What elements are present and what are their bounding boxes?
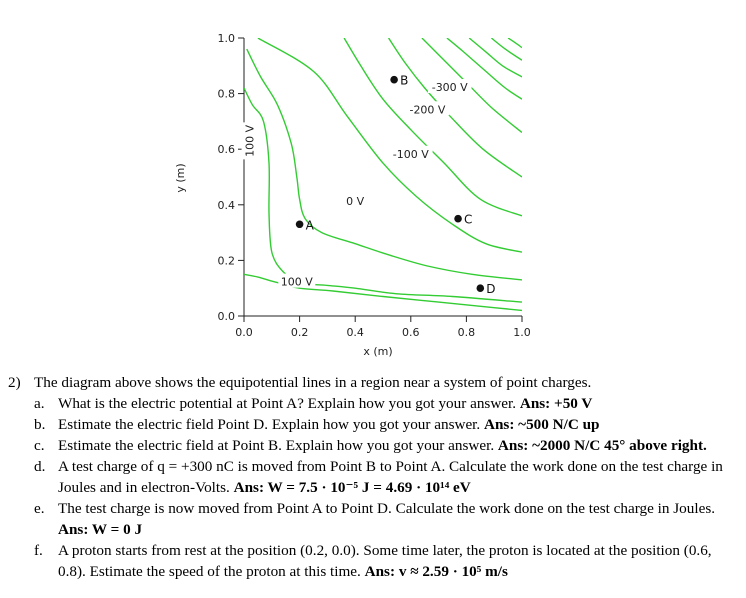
point-d-marker (477, 284, 485, 292)
item-answer: Ans: ~500 N/C up (484, 416, 600, 433)
equipotential-line (508, 38, 522, 48)
y-axis-label: y (m) (174, 163, 187, 193)
item-answer: Ans: +50 V (519, 395, 593, 412)
equipotential-line (258, 38, 522, 252)
equipotential-line (244, 88, 522, 302)
item-text: Estimate the electric field at Point B. Explain how you got your answer. (58, 437, 495, 454)
question-item-b (0, 414, 740, 435)
item-label: b. (34, 416, 46, 433)
item-answer: Ans: ~2000 N/C 45° above right. (497, 437, 707, 454)
item-label: c. (34, 437, 45, 454)
point-c-label: C (464, 212, 473, 227)
item-text: Estimate the electric field Point D. Explain how you got your answer. (58, 416, 481, 433)
item-label: a. (34, 395, 45, 412)
y-tick-label: 0.2 (217, 254, 235, 268)
x-tick-label: 0.0 (235, 326, 253, 339)
x-axis-label: x (m) (363, 345, 393, 358)
item-label: e. (34, 500, 45, 517)
question-item-a (0, 393, 740, 414)
y-tick-label: 0.6 (217, 143, 235, 157)
y-tick-label: 0.0 (217, 310, 235, 323)
contour-label (242, 122, 257, 159)
x-tick-label: 0.4 (346, 326, 364, 339)
contour-lines (244, 38, 522, 310)
point-b-marker (390, 76, 398, 84)
item-label: f. (34, 542, 43, 559)
item-text: What is the electric potential at Point A? Explain how you got your answer. (58, 395, 517, 412)
contour-labels (242, 79, 472, 289)
x-tick-label: 0.2 (290, 326, 309, 339)
y-tick-label: 1.0 (217, 32, 235, 45)
item-answer: Ans: W = 7.5 · 10⁻⁵ J = 4.69 · 10¹⁴ eV (233, 479, 471, 496)
equipotential-line (469, 38, 522, 77)
y-tick-label: 0.4 (217, 198, 235, 212)
point-a-marker (296, 220, 304, 228)
contour-label-text: 0 V (346, 195, 365, 209)
point-a-label: A (305, 218, 314, 233)
x-tick-label: 0.6 (402, 326, 420, 339)
x-tick-label: 0.8 (457, 326, 476, 339)
axis-ticks (218, 32, 531, 339)
question-intro-text: The diagram above shows the equipotential lines in a region near a system of point charges. (34, 374, 592, 391)
x-tick-label: 1.0 (513, 326, 531, 339)
equipotential-line (491, 38, 522, 60)
question-item-c (0, 435, 740, 456)
contour-label-text: -200 V (409, 103, 446, 117)
charge-points (296, 74, 496, 297)
question-number: 2) (8, 374, 21, 391)
equipotential-line (344, 38, 522, 216)
point-b-label: B (400, 73, 409, 88)
question-item-f (0, 540, 740, 582)
item-label: d. (34, 458, 46, 475)
contour-label-text: 100 V (280, 275, 313, 289)
item-answer: Ans: W = 0 J (58, 521, 143, 538)
item-text: A test charge of q = +300 nC is moved from Point B to Point A. Calculate the work done on the test charge in Joules and in electron-Volts. (58, 458, 723, 496)
contour-label-text: 100 V (243, 124, 257, 157)
item-text: The test charge is now moved from Point A to Point D. Calculate the work done on the test charge in Joules. (58, 500, 716, 517)
contour-label-text: -300 V (431, 81, 468, 95)
point-d-label: D (486, 282, 496, 297)
y-tick-label: 0.8 (217, 87, 235, 101)
question-item-d (0, 456, 740, 498)
contour-label-text: -100 V (392, 147, 429, 161)
question-text (0, 372, 740, 582)
point-c-marker (454, 215, 462, 223)
question-intro (0, 372, 740, 393)
item-answer: Ans: v ≈ 2.59 · 10⁵ m/s (364, 563, 508, 580)
question-item-e (0, 498, 740, 540)
item-text: A proton starts from rest at the position (0.2, 0.0). Some time later, the proton is located at the position (0.6, 0.8). Estimate the speed of the proton at this time. (58, 542, 712, 580)
